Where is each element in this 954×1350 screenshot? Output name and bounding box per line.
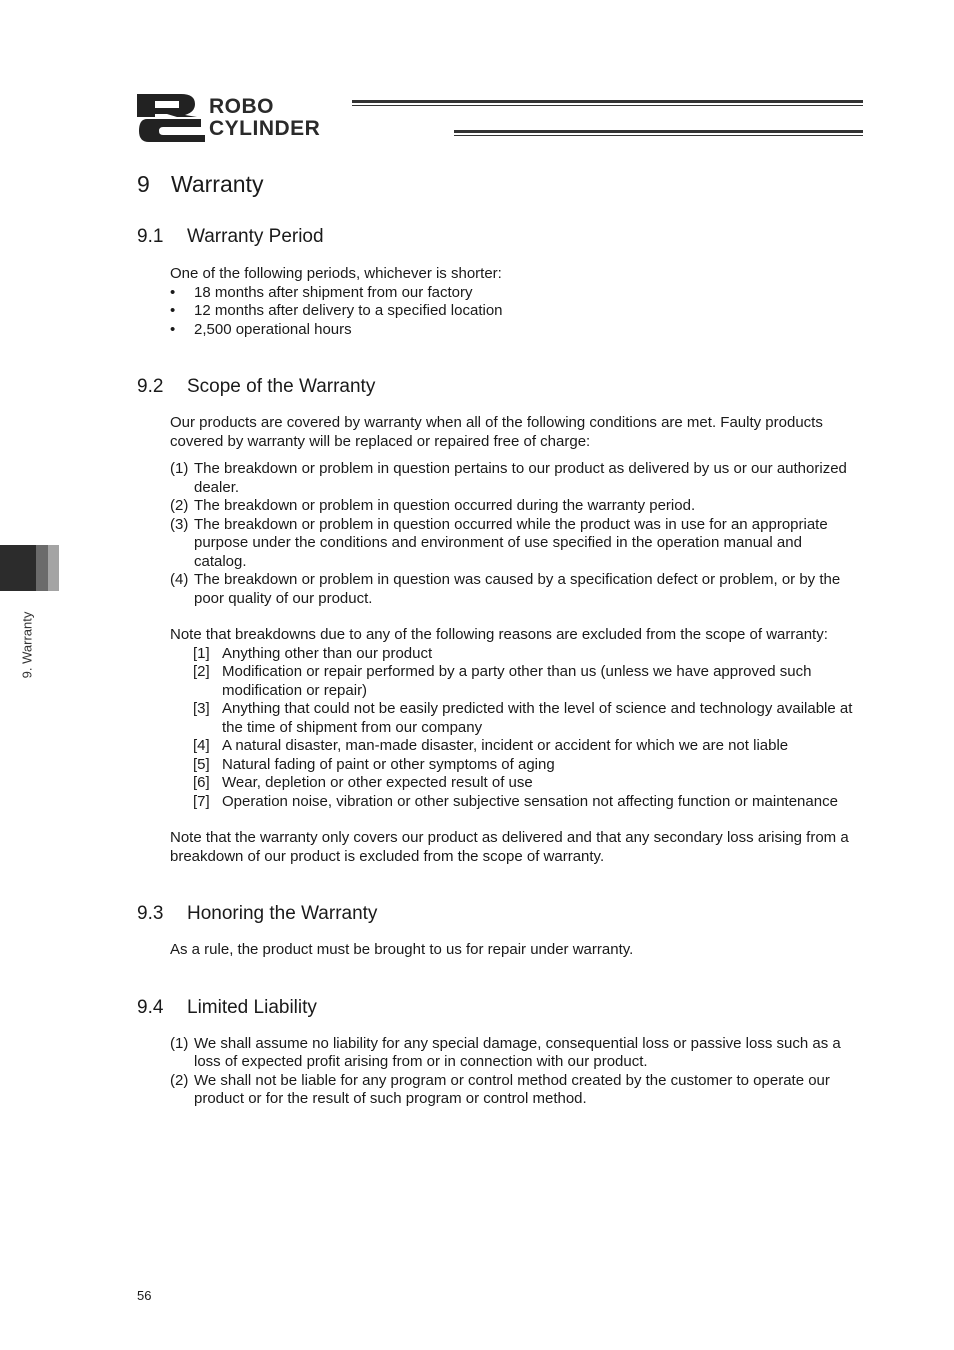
section-body-9-4	[170, 1035, 857, 1109]
list-item	[170, 1035, 857, 1072]
list-item	[170, 700, 857, 737]
list-item-text: The breakdown or problem in question occurred while the product was in use for an appropriate purpose under the conditions and environment of use specified in the operation manual and catalog.	[194, 515, 828, 570]
page-content	[137, 168, 857, 1109]
list-item	[170, 756, 857, 775]
list-item	[170, 793, 857, 812]
list-item-text: We shall assume no liability for any special damage, consequential loss or passive loss such as a loss of expected profit arising from or in connection with our product.	[194, 1034, 841, 1070]
paragraph: As a rule, the product must be brought to us for repair under warranty.	[170, 941, 634, 958]
section-heading-9-1	[137, 224, 857, 250]
paragraph: One of the following periods, whichever is shorter:	[170, 265, 502, 282]
bullet-icon: •	[170, 320, 176, 338]
list-item-text: Anything that could not be easily predicted with the level of science and technology available at the time of shipment from our company	[222, 700, 853, 736]
bullet-icon: •	[170, 283, 176, 301]
list-item-text: The breakdown or problem in question was caused by a specification defect or problem, or by the poor quality of our product.	[194, 571, 841, 607]
page-header	[137, 92, 863, 142]
side-tab-block-light	[48, 545, 59, 591]
list-item	[170, 737, 857, 756]
paragraph: Note that breakdowns due to any of the following reasons are excluded from the scope of warranty:	[170, 626, 828, 643]
list-item-text: A natural disaster, man-made disaster, incident or accident for which we are not liable	[222, 737, 789, 754]
paragraph: Note that the warranty only covers our product as delivered and that any secondary loss arising from a breakdown of our product is excluded from the scope of warranty.	[170, 829, 849, 865]
section-number: 9.3	[137, 903, 164, 924]
chapter-heading	[137, 168, 857, 200]
list-marker: (3)	[170, 515, 189, 533]
list-item-text: Anything other than our product	[222, 644, 433, 662]
section-title: Limited Liability	[187, 996, 317, 1018]
list-item	[170, 284, 857, 303]
list-marker: [5]	[193, 755, 210, 773]
list-item	[170, 645, 857, 664]
list-item	[170, 1072, 857, 1109]
list-marker: [3]	[193, 700, 210, 717]
list-marker: [4]	[193, 737, 210, 754]
section-body-9-1	[170, 265, 857, 339]
conditions-list	[170, 460, 857, 608]
paragraph: Our products are covered by warranty when all of the following conditions are met. Faulty products covered by warranty will be replaced or repaired free of charge:	[170, 414, 823, 450]
chapter-title: Warranty	[171, 171, 264, 197]
list-marker: [7]	[193, 792, 210, 810]
list-item	[170, 516, 857, 572]
page-number: 56	[137, 1288, 152, 1303]
list-item-text: Operation noise, vibration or other subjective sensation not affecting function or maintenance	[222, 792, 838, 810]
list-item-text: 18 months after shipment from our factory	[194, 283, 473, 301]
header-rule-bottom	[454, 130, 863, 133]
section-number: 9.2	[137, 376, 164, 397]
list-marker: (2)	[170, 1071, 189, 1089]
logo-word-robo: ROBO	[209, 95, 274, 118]
header-rule-bottom-thin	[454, 135, 863, 136]
list-marker: (1)	[170, 1034, 189, 1052]
list-item	[170, 460, 857, 497]
list-item	[170, 774, 857, 793]
section-heading-9-4	[137, 995, 857, 1021]
list-item-text: We shall not be liable for any program or control method created by the customer to operate our product or for the result of such program or control method.	[194, 1071, 830, 1107]
section-title: Warranty Period	[187, 226, 324, 247]
section-body-9-3	[170, 941, 857, 960]
list-marker: [1]	[193, 644, 210, 662]
list-item-text: Wear, depletion or other expected result of use	[222, 774, 533, 791]
header-rule-top-thin	[352, 105, 863, 106]
list-marker: (2)	[170, 497, 189, 514]
chapter-number: 9	[137, 171, 150, 197]
section-title: Honoring the Warranty	[187, 903, 378, 924]
rc-logo-icon	[137, 92, 207, 142]
section-number: 9.1	[137, 226, 164, 247]
section-heading-9-3	[137, 901, 857, 927]
list-marker: (4)	[170, 571, 189, 588]
list-marker: (1)	[170, 460, 189, 477]
section-number: 9.4	[137, 996, 164, 1018]
section-body-9-2	[170, 414, 857, 866]
list-item-text: 2,500 operational hours	[194, 320, 352, 338]
side-tab-block	[0, 545, 36, 591]
side-tab-label: 9. Warranty	[19, 611, 35, 679]
list-marker: [2]	[193, 663, 210, 680]
list-marker: [6]	[193, 774, 210, 791]
exclusions-list	[170, 645, 857, 812]
list-item	[170, 497, 857, 516]
logo-word-cylinder: CYLINDER	[209, 117, 321, 140]
bullet-icon: •	[170, 302, 176, 319]
list-item-text: Natural fading of paint or other symptoms of aging	[222, 755, 555, 773]
header-rule-top	[352, 100, 863, 103]
side-tab-block-mid	[36, 545, 48, 591]
list-item-text: 12 months after delivery to a specified location	[194, 302, 503, 319]
list-item	[170, 571, 857, 608]
section-title: Scope of the Warranty	[187, 376, 376, 397]
list-item-text: The breakdown or problem in question pertains to our product as delivered by us or our authorized dealer.	[194, 460, 847, 496]
list-item-text: The breakdown or problem in question occurred during the warranty period.	[194, 497, 696, 514]
list-item-text: Modification or repair performed by a party other than us (unless we have approved such modification or repair)	[222, 663, 812, 699]
section-heading-9-2	[137, 374, 857, 400]
list-item	[170, 321, 857, 340]
list-item	[170, 663, 857, 700]
list-item	[170, 302, 857, 321]
